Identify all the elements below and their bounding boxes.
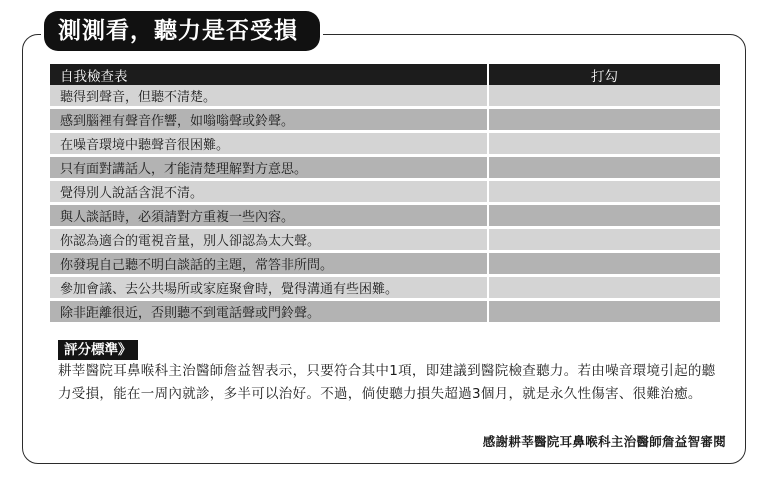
check-cell[interactable] [488, 156, 720, 180]
table-row [50, 132, 720, 156]
check-cell[interactable] [488, 180, 720, 204]
table-row [50, 85, 720, 108]
table-row [50, 108, 720, 132]
check-cell[interactable] [488, 228, 720, 252]
table-row [50, 276, 720, 300]
check-cell[interactable] [488, 85, 720, 108]
row-text: 只有面對講話人，才能清楚理解對方意思。 [50, 156, 488, 180]
table-row [50, 300, 720, 324]
self-check-table [50, 64, 720, 325]
table-row [50, 252, 720, 276]
check-cell[interactable] [488, 108, 720, 132]
criteria-text: 耕莘醫院耳鼻喉科主治醫師詹益智表示，只要符合其中1項，即建議到醫院檢查聽力。若由噪音環境引起的聽力受損，能在一周內就診，多半可以治好。不過，倘使聽力損失超過3個月，就是永久性傷害、很難治癒。 [58, 363, 716, 402]
check-cell[interactable] [488, 252, 720, 276]
check-cell[interactable] [488, 204, 720, 228]
table-row [50, 228, 720, 252]
table-row [50, 180, 720, 204]
table-row [50, 204, 720, 228]
row-text: 你認為適合的電視音量，別人卻認為太大聲。 [50, 228, 488, 252]
row-text: 除非距離很近，否則聽不到電話聲或門鈴聲。 [50, 300, 488, 324]
check-cell[interactable] [488, 132, 720, 156]
check-cell[interactable] [488, 300, 720, 324]
row-text: 感到腦裡有聲音作響，如嗡嗡聲或鈴聲。 [50, 108, 488, 132]
table-row [50, 156, 720, 180]
credit-line: 感謝耕莘醫院耳鼻喉科主治醫師詹益智審閱 [482, 434, 726, 449]
row-text: 與人談話時，必須請對方重複一些內容。 [50, 204, 488, 228]
header-self-check: 自我檢查表 [50, 64, 488, 85]
table-header-row [50, 64, 720, 85]
page-title: 測測看，聽力是否受損 [44, 11, 320, 51]
row-text: 覺得別人說話含混不清。 [50, 180, 488, 204]
check-cell[interactable] [488, 276, 720, 300]
row-text: 你發現自己聽不明白談話的主題，常答非所問。 [50, 252, 488, 276]
row-text: 聽得到聲音，但聽不清楚。 [50, 85, 488, 108]
criteria-label: 評分標準》 [58, 340, 138, 360]
row-text: 在噪音環境中聽聲音很困難。 [50, 132, 488, 156]
row-text: 參加會議、去公共場所或家庭聚會時，覺得溝通有些困難。 [50, 276, 488, 300]
header-check: 打勾 [488, 64, 720, 85]
